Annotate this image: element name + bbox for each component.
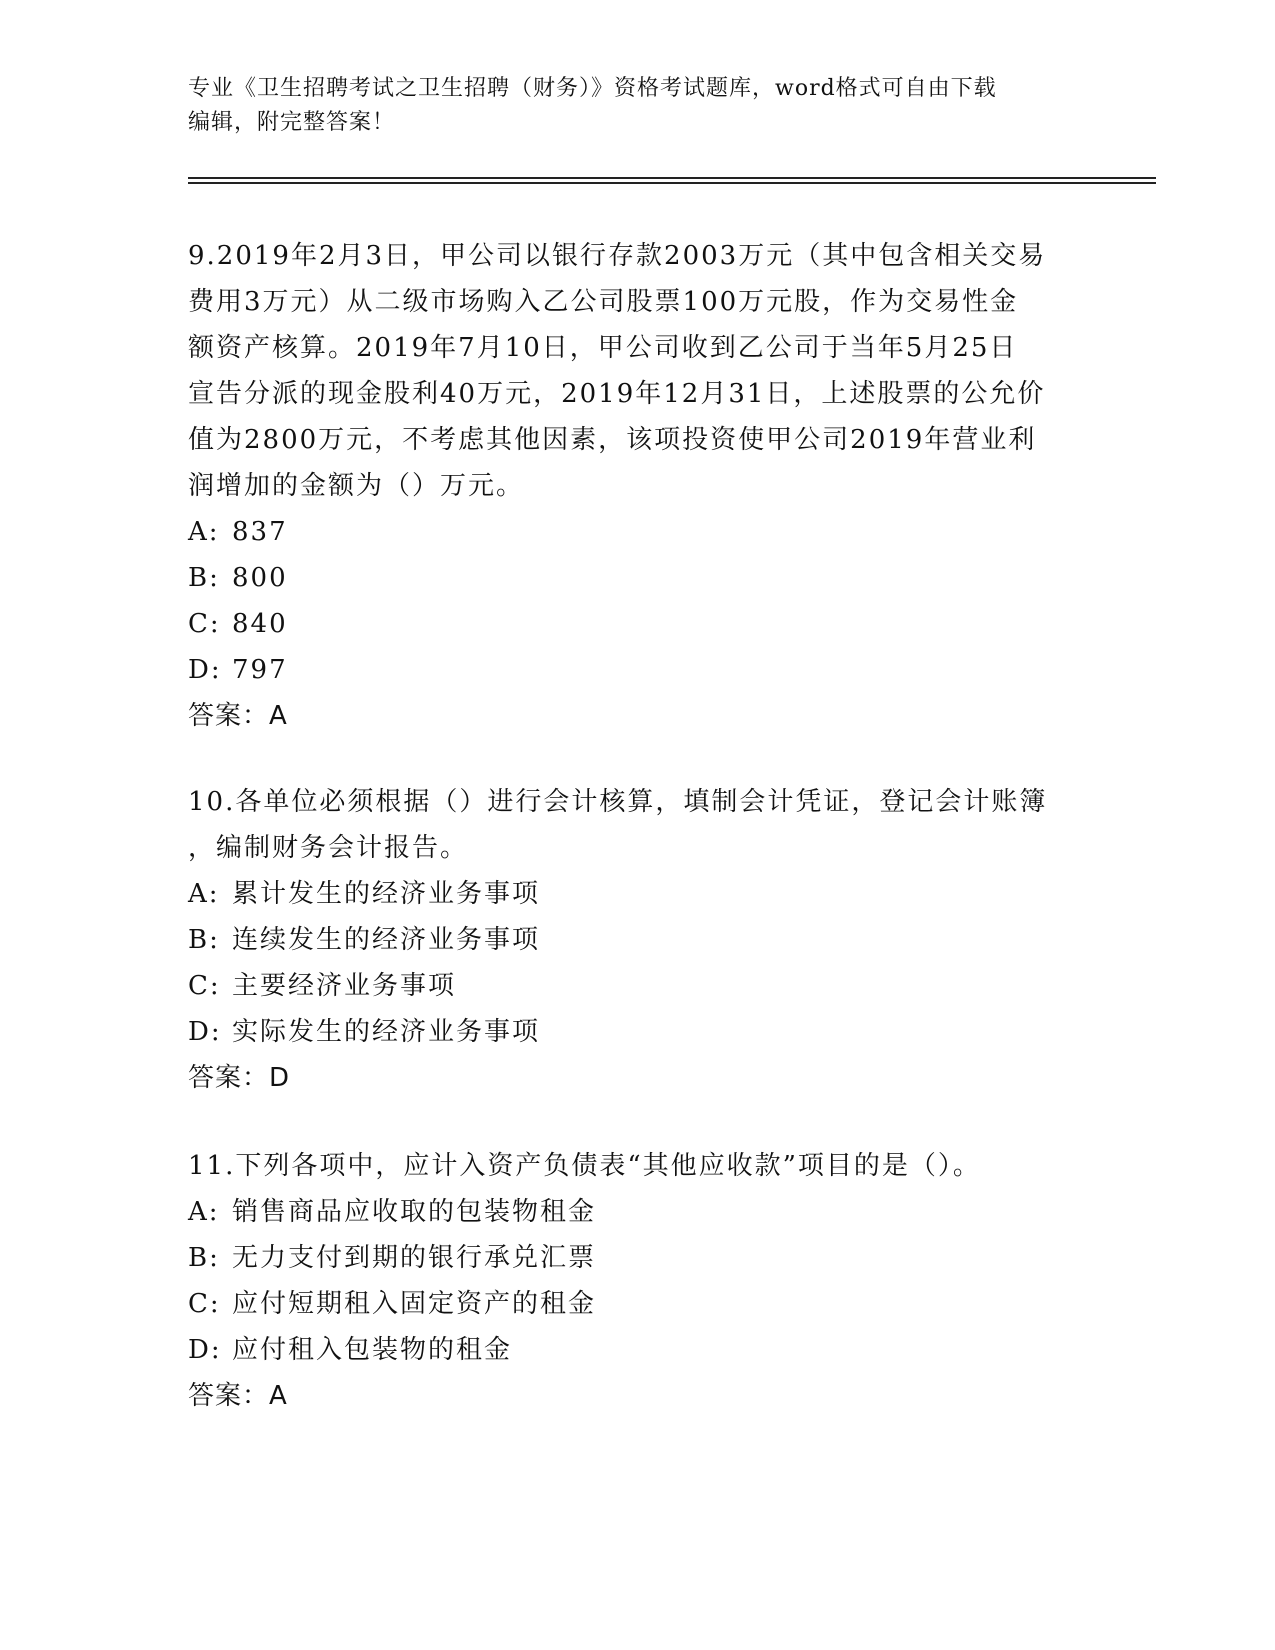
- question-block: [188, 779, 1088, 1101]
- answer-line: 答案：D: [188, 1063, 291, 1093]
- header-line: 编辑，附完整答案！: [188, 110, 396, 135]
- option-letter: D:: [188, 1017, 222, 1047]
- stem-line: 9.2019年2月3日，甲公司以银行存款2003万元（其中包含相关交易: [188, 241, 1047, 271]
- header-divider: [188, 177, 1156, 179]
- answer-line: 答案：A: [188, 701, 288, 731]
- stem-line: 值为2800万元，不考虑其他因素，该项投资使甲公司2019年营业利: [188, 425, 1037, 455]
- option-letter: A:: [188, 517, 220, 547]
- option-b: [188, 917, 1088, 963]
- option-text: 累计发生的经济业务事项: [232, 879, 541, 909]
- option-letter: B:: [188, 1243, 220, 1273]
- option-text: 800: [232, 563, 288, 593]
- option-letter: B:: [188, 563, 220, 593]
- option-letter: B:: [188, 925, 220, 955]
- option-text: 连续发生的经济业务事项: [232, 925, 541, 955]
- option-text: 840: [232, 609, 288, 639]
- stem-line: 11.下列各项中，应计入资产负债表“其他应收款”项目的是（）。: [188, 1151, 981, 1181]
- stem-line: ，编制财务会计报告。: [188, 833, 469, 863]
- question-block: [188, 1143, 1088, 1419]
- option-b: [188, 555, 1088, 601]
- stem-line: 润增加的金额为（）万元。: [188, 471, 525, 501]
- option-b: [188, 1235, 1088, 1281]
- option-text: 837: [232, 517, 288, 547]
- option-text: 应付短期租入固定资产的租金: [232, 1289, 597, 1319]
- stem-line: 额资产核算。2019年7月10日，甲公司收到乙公司于当年5月25日: [188, 333, 1018, 363]
- option-letter: A:: [188, 1197, 220, 1227]
- option-d: [188, 647, 1088, 693]
- option-text: 销售商品应收取的包装物租金: [232, 1197, 597, 1227]
- stem-line: 宣告分派的现金股利40万元，2019年12月31日，上述股票的公允价: [188, 379, 1046, 409]
- option-text: 应付租入包装物的租金: [232, 1335, 513, 1365]
- option-d: [188, 1009, 1088, 1055]
- option-a: [188, 871, 1088, 917]
- option-letter: D:: [188, 655, 222, 685]
- option-a: [188, 509, 1088, 555]
- stem-line: 10.各单位必须根据（）进行会计核算，填制会计凭证，登记会计账簿: [188, 787, 1048, 817]
- header-divider: [188, 182, 1156, 184]
- option-text: 主要经济业务事项: [232, 971, 457, 1001]
- question-stem: [188, 779, 1088, 871]
- option-a: [188, 1189, 1088, 1235]
- option-letter: D:: [188, 1335, 222, 1365]
- option-text: 797: [232, 655, 288, 685]
- option-letter: A:: [188, 879, 220, 909]
- stem-line: 费用3万元）从二级市场购入乙公司股票100万元股，作为交易性金: [188, 287, 1019, 317]
- option-letter: C:: [188, 971, 221, 1001]
- answer-line: 答案：A: [188, 1381, 288, 1411]
- question-block: [188, 233, 1088, 739]
- header-line: 专业《卫生招聘考试之卫生招聘（财务）》资格考试题库，word格式可自由下载: [188, 76, 997, 101]
- option-d: [188, 1327, 1088, 1373]
- option-letter: C:: [188, 1289, 221, 1319]
- option-text: 实际发生的经济业务事项: [232, 1017, 541, 1047]
- option-c: [188, 1281, 1088, 1327]
- document-header: [188, 72, 1068, 140]
- question-stem: [188, 233, 1088, 509]
- option-letter: C:: [188, 609, 221, 639]
- option-c: [188, 601, 1088, 647]
- option-text: 无力支付到期的银行承兑汇票: [232, 1243, 597, 1273]
- question-stem: [188, 1143, 1088, 1189]
- option-c: [188, 963, 1088, 1009]
